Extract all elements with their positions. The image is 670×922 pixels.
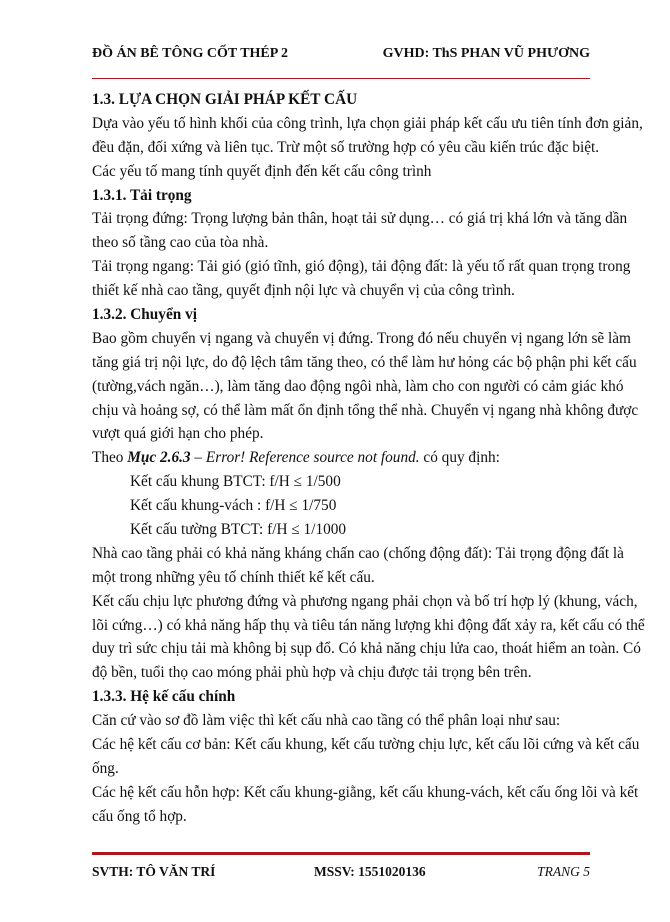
paragraph-line bbox=[92, 279, 590, 303]
document-body bbox=[92, 88, 645, 829]
footer-divider bbox=[92, 852, 590, 855]
reference-error-text: – Error! Reference source not found. bbox=[190, 449, 420, 467]
section-heading bbox=[92, 184, 590, 208]
paragraph-line bbox=[92, 136, 600, 160]
paragraph-line bbox=[92, 255, 631, 279]
line-text: (tường,vách ngăn…), làm tăng dao động ngôi nhà, làm cho con người có cảm giác khó bbox=[92, 377, 624, 395]
line-text: Kết cấu khung BTCT: f/H ≤ 1/500 bbox=[130, 473, 341, 491]
section-heading bbox=[92, 685, 590, 709]
paragraph-line bbox=[92, 422, 590, 446]
line-text: 1.3.1. Tải trọng bbox=[92, 186, 192, 204]
line-text: Bao gồm chuyển vị ngang và chuyển vị đứng. Trong đó nếu chuyển vị ngang lớn sẽ làm bbox=[92, 329, 631, 347]
line-text: có quy định: bbox=[419, 449, 500, 467]
criteria-line bbox=[92, 518, 590, 542]
paragraph-line bbox=[92, 757, 590, 781]
line-text: Kết cấu chịu lực phương đứng và phương ngang phải chọn và bố trí hợp lý (khung, vách, bbox=[92, 592, 638, 610]
page-header bbox=[92, 46, 590, 62]
paragraph-line bbox=[92, 637, 641, 661]
line-text: 1.3.2. Chuyển vị bbox=[92, 306, 197, 324]
line-text: 1.3.3. Hệ kế cấu chính bbox=[92, 688, 236, 706]
paragraph-line bbox=[92, 327, 631, 351]
line-text: Kết cấu khung-vách : f/H ≤ 1/750 bbox=[130, 497, 337, 515]
paragraph-line bbox=[92, 446, 590, 470]
line-text: lõi cứng…) có khả năng hấp thụ và tiêu tán năng lượng khi động đất xảy ra, kết cấu có thể bbox=[92, 616, 645, 634]
paragraph-line bbox=[92, 661, 590, 685]
line-text: ống. bbox=[92, 759, 119, 777]
line-text: Tải trọng đứng: Trọng lượng bản thân, hoạt tải sử dụng… có giá trị khá lớn và tăng dần bbox=[92, 210, 628, 228]
line-text: Tải trọng ngang: Tải gió (gió tĩnh, gió động), tải động đất: là yếu tố rất quan trọng trong bbox=[92, 258, 631, 276]
line-text: theo số tầng cao của tòa nhà. bbox=[92, 234, 269, 252]
section-reference: Mục 2.6.3 bbox=[127, 449, 191, 467]
line-text: độ bền, tuổi thọ cao móng phải phù hợp và chịu được tải trọng bên trên. bbox=[92, 664, 532, 682]
paragraph-line bbox=[92, 542, 624, 566]
line-text: duy trì sức chịu tải mà không bị sụp đổ. Có khả năng chịu lửa cao, thoát hiểm an toàn. Có bbox=[92, 640, 641, 658]
footer-page-number: TRANG 5 bbox=[537, 864, 590, 879]
paragraph-line bbox=[92, 614, 645, 638]
footer-student-id: MSSV: 1551020136 bbox=[314, 864, 426, 879]
paragraph-line bbox=[92, 733, 640, 757]
paragraph-line bbox=[92, 709, 590, 733]
line-text: Dựa vào yếu tố hình khối của công trình, lựa chọn giải pháp kết cấu ưu tiên tính đơn giản, bbox=[92, 114, 643, 132]
line-text: Theo bbox=[92, 449, 128, 467]
line-text: đều đặn, đối xứng và liên tục. Trừ một số trường hợp có yêu cầu kiến trúc đặc biệt. bbox=[92, 138, 600, 156]
paragraph-line bbox=[92, 399, 639, 423]
paragraph-line bbox=[92, 207, 628, 231]
line-text: vượt quá giới hạn cho phép. bbox=[92, 425, 264, 443]
paragraph-line bbox=[92, 566, 590, 590]
paragraph-line bbox=[92, 160, 590, 184]
section-heading bbox=[92, 88, 590, 112]
paragraph-line bbox=[92, 231, 590, 255]
footer-student: SVTH: TÔ VĂN TRÍ bbox=[92, 864, 216, 879]
paragraph-line bbox=[92, 781, 639, 805]
header-course-title: ĐỒ ÁN BÊ TÔNG CỐT THÉP 2 bbox=[92, 46, 289, 61]
paragraph-line bbox=[92, 805, 590, 829]
line-text: Kết cấu tường BTCT: f/H ≤ 1/1000 bbox=[130, 521, 347, 539]
section-heading bbox=[92, 303, 590, 327]
header-divider bbox=[92, 78, 590, 79]
line-text: Các hệ kết cấu cơ bản: Kết cấu khung, kết cấu tường chịu lực, kết cấu lõi cứng và kết cấu bbox=[92, 736, 640, 754]
line-text: cấu ống tổ hợp. bbox=[92, 807, 187, 825]
paragraph-line bbox=[92, 375, 624, 399]
line-text: Nhà cao tầng phải có khả năng kháng chấn cao (chống động đất): Tải trọng động đất là bbox=[92, 544, 624, 562]
criteria-line bbox=[92, 470, 590, 494]
line-text: 1.3. LỰA CHỌN GIẢI PHÁP KẾT CẤU bbox=[92, 91, 358, 108]
line-text: Các yếu tố mang tính quyết định đến kết cấu công trình bbox=[92, 162, 432, 180]
line-text: chịu và hoảng sợ, có thể làm mất ổn định tổng thể nhà. Chuyển vị ngang nhà không được bbox=[92, 401, 639, 419]
line-text: thiết kế nhà cao tầng, quyết định nội lực và chuyển vị của công trình. bbox=[92, 282, 515, 300]
paragraph-line bbox=[92, 112, 643, 136]
line-text: một trong những yêu tố chính thiết kế kết cấu. bbox=[92, 568, 375, 586]
line-text: Các hệ kết cấu hỗn hợp: Kết cấu khung-giằng, kết cấu khung-vách, kết cấu ống lõi và kết bbox=[92, 783, 639, 801]
header-supervisor: GVHD: ThS PHAN VŨ PHƯƠNG bbox=[382, 46, 590, 61]
line-text: tăng giá trị nội lực, do độ lệch tâm tăng theo, có thể làm hư hỏng các bộ phận phi kết cấu bbox=[92, 353, 637, 371]
line-text: Căn cứ vào sơ đồ làm việc thì kết cấu nhà cao tầng có thể phân loại như sau: bbox=[92, 712, 561, 730]
paragraph-line bbox=[92, 351, 637, 375]
paragraph-line bbox=[92, 590, 638, 614]
criteria-line bbox=[92, 494, 590, 518]
